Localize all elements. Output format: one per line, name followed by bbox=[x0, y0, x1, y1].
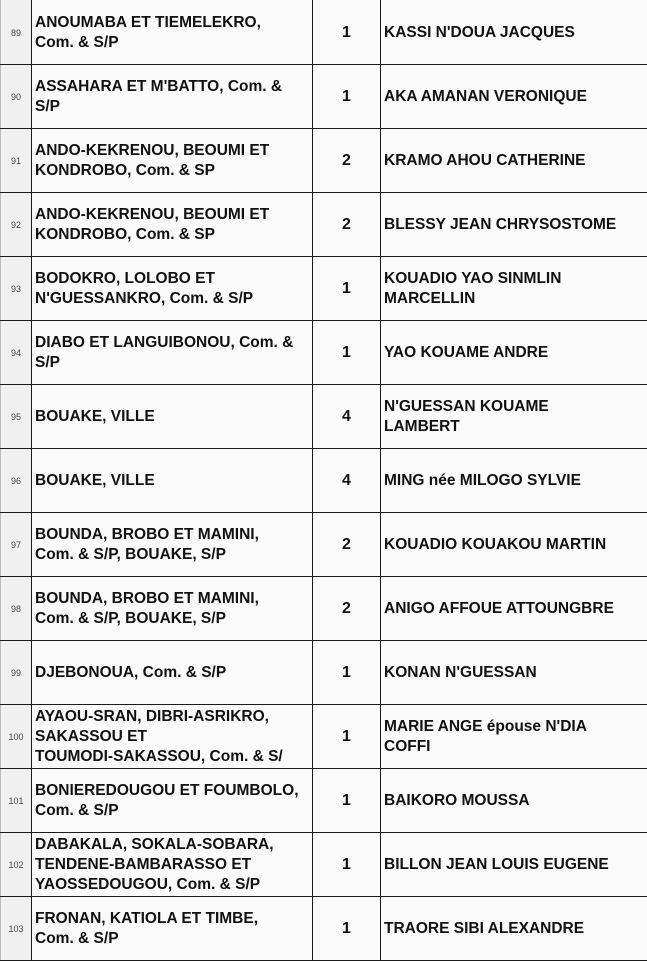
count-cell: 1 bbox=[313, 769, 381, 833]
person-name-cell: KOUADIO YAO SINMLIN MARCELLIN bbox=[381, 257, 647, 321]
row-number: 94 bbox=[1, 321, 32, 385]
count-cell: 1 bbox=[313, 833, 381, 897]
table-row bbox=[1, 833, 647, 897]
location-cell: DABAKALA, SOKALA-SOBARA, TENDENE-BAMBARASSO ET YAOSSEDOUGOU, Com. & S/P bbox=[32, 833, 313, 897]
location-cell: ASSAHARA ET M'BATTO, Com. & S/P bbox=[32, 65, 313, 129]
person-name-cell: KONAN N'GUESSAN bbox=[381, 641, 647, 705]
location-cell: ANOUMABA ET TIEMELEKRO, Com. & S/P bbox=[32, 0, 313, 65]
table-row bbox=[1, 577, 647, 641]
row-number: 95 bbox=[1, 385, 32, 449]
row-number: 103 bbox=[1, 897, 32, 961]
location-cell: ANDO-KEKRENOU, BEOUMI ET KONDROBO, Com. & SP bbox=[32, 193, 313, 257]
person-name-cell: ANIGO AFFOUE ATTOUNGBRE bbox=[381, 577, 647, 641]
person-name-cell: TRAORE SIBI ALEXANDRE bbox=[381, 897, 647, 961]
table-row bbox=[1, 705, 647, 769]
table-row bbox=[1, 321, 647, 385]
row-number: 91 bbox=[1, 129, 32, 193]
location-cell: ANDO-KEKRENOU, BEOUMI ET KONDROBO, Com. & SP bbox=[32, 129, 313, 193]
table-row bbox=[1, 65, 647, 129]
table-row bbox=[1, 257, 647, 321]
table-row bbox=[1, 897, 647, 961]
location-cell: BOUNDA, BROBO ET MAMINI, Com. & S/P, BOUAKE, S/P bbox=[32, 577, 313, 641]
location-cell: BOUAKE, VILLE bbox=[32, 449, 313, 513]
row-number: 97 bbox=[1, 513, 32, 577]
table-row bbox=[1, 0, 647, 65]
person-name-cell: KRAMO AHOU CATHERINE bbox=[381, 129, 647, 193]
table-row bbox=[1, 385, 647, 449]
count-cell: 4 bbox=[313, 449, 381, 513]
count-cell: 2 bbox=[313, 577, 381, 641]
person-name-cell: KASSI N'DOUA JACQUES bbox=[381, 0, 647, 65]
person-name-cell: BAIKORO MOUSSA bbox=[381, 769, 647, 833]
count-cell: 4 bbox=[313, 385, 381, 449]
count-cell: 1 bbox=[313, 897, 381, 961]
person-name-cell: AKA AMANAN VERONIQUE bbox=[381, 65, 647, 129]
location-cell: BONIEREDOUGOU ET FOUMBOLO, Com. & S/P bbox=[32, 769, 313, 833]
person-name-cell: BLESSY JEAN CHRYSOSTOME bbox=[381, 193, 647, 257]
count-cell: 1 bbox=[313, 65, 381, 129]
location-cell: BOUAKE, VILLE bbox=[32, 385, 313, 449]
count-cell: 1 bbox=[313, 257, 381, 321]
count-cell: 2 bbox=[313, 129, 381, 193]
table-row bbox=[1, 769, 647, 833]
person-name-cell: N'GUESSAN KOUAME LAMBERT bbox=[381, 385, 647, 449]
row-number: 100 bbox=[1, 705, 32, 769]
location-cell: BODOKRO, LOLOBO ET N'GUESSANKRO, Com. & S/P bbox=[32, 257, 313, 321]
count-cell: 1 bbox=[313, 0, 381, 65]
location-cell: DJEBONOUA, Com. & S/P bbox=[32, 641, 313, 705]
count-cell: 2 bbox=[313, 193, 381, 257]
row-number: 90 bbox=[1, 65, 32, 129]
location-cell: DIABO ET LANGUIBONOU, Com. & S/P bbox=[32, 321, 313, 385]
count-cell: 1 bbox=[313, 641, 381, 705]
person-name-cell: YAO KOUAME ANDRE bbox=[381, 321, 647, 385]
row-number: 102 bbox=[1, 833, 32, 897]
person-name-cell: KOUADIO KOUAKOU MARTIN bbox=[381, 513, 647, 577]
person-name-cell: MARIE ANGE épouse N'DIA COFFI bbox=[381, 705, 647, 769]
person-name-cell: BILLON JEAN LOUIS EUGENE bbox=[381, 833, 647, 897]
person-name-cell: MING née MILOGO SYLVIE bbox=[381, 449, 647, 513]
row-number: 98 bbox=[1, 577, 32, 641]
row-number: 89 bbox=[1, 0, 32, 65]
row-number: 96 bbox=[1, 449, 32, 513]
count-cell: 1 bbox=[313, 321, 381, 385]
count-cell: 1 bbox=[313, 705, 381, 769]
location-cell: AYAOU-SRAN, DIBRI-ASRIKRO, SAKASSOU ET TOUMODI-SAKASSOU, Com. & S/ bbox=[32, 705, 313, 769]
row-number: 101 bbox=[1, 769, 32, 833]
table-row bbox=[1, 641, 647, 705]
count-cell: 2 bbox=[313, 513, 381, 577]
table-row bbox=[1, 193, 647, 257]
table-row bbox=[1, 449, 647, 513]
row-number: 99 bbox=[1, 641, 32, 705]
table-row bbox=[1, 129, 647, 193]
row-number: 93 bbox=[1, 257, 32, 321]
location-cell: BOUNDA, BROBO ET MAMINI, Com. & S/P, BOUAKE, S/P bbox=[32, 513, 313, 577]
row-number: 92 bbox=[1, 193, 32, 257]
location-cell: FRONAN, KATIOLA ET TIMBE, Com. & S/P bbox=[32, 897, 313, 961]
table-row bbox=[1, 513, 647, 577]
